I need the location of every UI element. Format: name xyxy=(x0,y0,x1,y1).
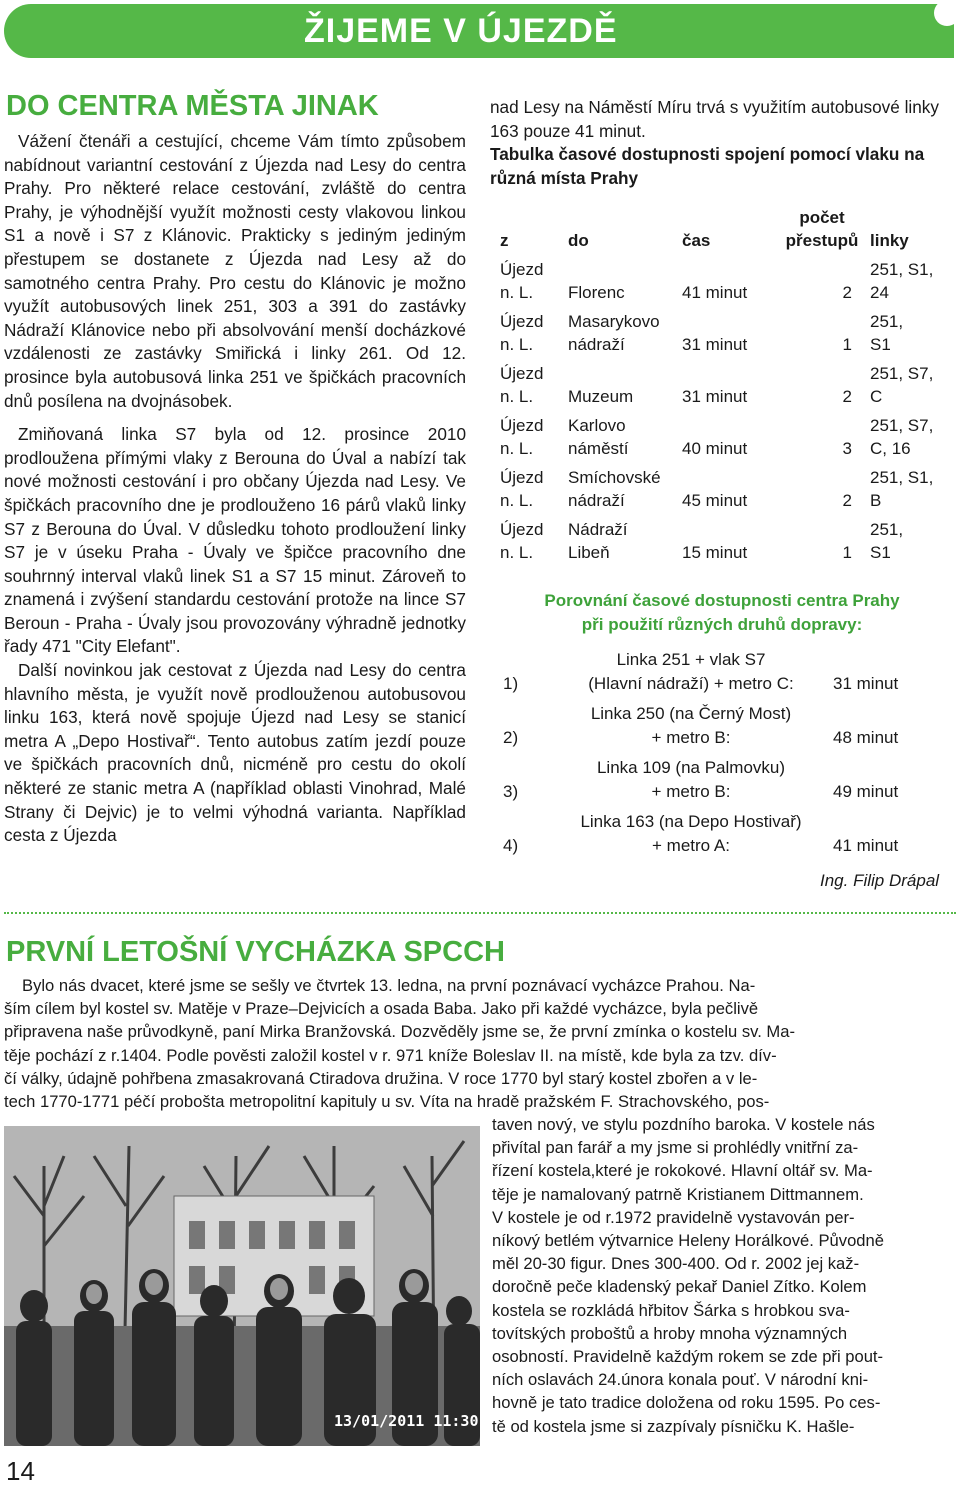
col-header-linky: linky xyxy=(870,231,909,250)
cell-lines-line: 251, S1, xyxy=(870,260,934,279)
photo-timestamp: 13/01/2011 11:30 xyxy=(334,1412,479,1430)
cell-to-line: Florenc xyxy=(568,283,625,302)
text-line: těje je namalovaný patrně Kristianem Dittmannem. xyxy=(492,1184,864,1204)
cell-time xyxy=(682,460,774,512)
cell-time xyxy=(682,512,774,564)
text-line: ším cílem byl kostel sv. Matěje v Praze–Dejvicích a osada Baba. Jako při každé vycházce, byla pečlivě xyxy=(4,999,759,1019)
cell-time-line: 31 minut xyxy=(682,387,748,406)
cell-to xyxy=(568,304,682,356)
cell-time xyxy=(682,252,774,304)
timetable xyxy=(500,206,940,564)
comparison-description-line2: + metro A: xyxy=(652,836,730,855)
cell-lines-line: 24 xyxy=(870,283,889,302)
section-title: ŽIJEME V ÚJEZDĚ xyxy=(304,12,618,50)
comparison-description-line2: (Hlavní nádraží) + metro C: xyxy=(588,674,794,693)
text-line: Bylo nás dvacet, které jsme se sešly ve čtvrtek 13. ledna, na první poznávací vycházce Prahou. Na- xyxy=(22,976,756,995)
comparison-description-line2: + metro B: xyxy=(651,728,731,747)
group-photo xyxy=(4,1126,480,1446)
text-line: osobností. Pravidelně každým rokem se zde při pout- xyxy=(492,1347,884,1367)
comparison-time: 31 minut xyxy=(833,674,899,693)
col-header-pocet-line1: počet xyxy=(799,208,845,227)
cell-time xyxy=(682,304,774,356)
article-title: DO CENTRA MĚSTA JINAK xyxy=(6,90,379,122)
cell-from xyxy=(500,512,568,564)
comparison-description xyxy=(543,756,839,804)
cell-transfers xyxy=(774,512,870,564)
text-line: kostela se rozkládá hřbitov Šárka s hrobkou sva- xyxy=(492,1300,850,1320)
cell-transfers xyxy=(774,356,870,408)
cell-time xyxy=(682,356,774,408)
cell-lines-line: C, 16 xyxy=(870,439,911,458)
cell-from xyxy=(500,408,568,460)
cell-lines xyxy=(870,460,940,512)
cell-from-line: n. L. xyxy=(500,335,534,354)
table-row xyxy=(500,512,940,564)
comparison-title-line2: při použití různých druhů dopravy: xyxy=(581,615,863,634)
article-right-column xyxy=(490,96,954,190)
comparison-description-line1: Linka 250 (na Černý Most) xyxy=(590,704,792,723)
cell-transfers-line: 3 xyxy=(842,439,852,458)
cell-to xyxy=(568,356,682,408)
cell-time-line: 31 minut xyxy=(682,335,748,354)
comparison-number: 4) xyxy=(503,836,519,855)
cell-from-line: n. L. xyxy=(500,283,534,302)
cell-from-line: Újezd xyxy=(500,468,544,487)
cell-lines xyxy=(870,512,940,564)
cell-from-line: n. L. xyxy=(500,543,534,562)
comparison-description-line1: Linka 109 (na Palmovku) xyxy=(596,758,786,777)
comparison-time: 49 minut xyxy=(833,782,899,801)
text-line: ních oslavách 24.února konala pouť. V národní kni- xyxy=(492,1370,869,1390)
cell-to xyxy=(568,460,682,512)
cell-lines-line: 251, S7, xyxy=(870,416,934,435)
table-header-row xyxy=(500,206,940,252)
text-line: níkový betlém výtvarnice Heleny Horálkové. Původně xyxy=(492,1231,884,1251)
table-row xyxy=(500,460,940,512)
paragraph: Vážení čtenáři a cestující, chceme Vám tímto způsobem nabídnout variantní cestování z Újezda nad Lesy do centra Prahy. Pro některé relace cestování, zvláště do centra Prahy, je výhodnější využít možnosti cesty vlakovou linkou S1 a nově i S7 z Klánovic. Prakticky s jediným jediným přestupem se dostanete z Újezda nad Lesy až do samotného centra Prahy. Pro cestu do Klánovic je možno využít autobusových linek 251, 303 a 391 do zastávky Nádraží Klánovice nebo při absolvování menší docházkové vzdálenosti ze zastávky Smiřická i linky 261. Od 12. prosince byla autobusová linka 251 ve špičkách pracovních dnů posílena na dvojnásobek. xyxy=(4,131,466,411)
cell-to-line: Masarykovo xyxy=(568,312,660,331)
comparison-description xyxy=(543,810,839,858)
cell-to xyxy=(568,408,682,460)
table-row xyxy=(500,408,940,460)
text-line: tě od kostela jsme si zazpívaly písničku K. Hašle- xyxy=(492,1416,855,1436)
comparison-description-line1: Linka 251 + vlak S7 xyxy=(616,650,766,669)
cell-transfers-line: 1 xyxy=(842,335,852,354)
cell-lines xyxy=(870,356,940,408)
cell-transfers xyxy=(774,304,870,356)
cell-transfers-line: 1 xyxy=(842,543,852,562)
comparison-time: 48 minut xyxy=(833,728,899,747)
cell-to xyxy=(568,252,682,304)
text-line: tech 1770-1771 péčí probošta metropolitní kapituly u sv. Víta na hradě pražském F. Strachovského, pos- xyxy=(4,1092,770,1112)
cell-to-line: náměstí xyxy=(568,439,629,458)
comparison-title xyxy=(490,589,954,637)
cell-lines xyxy=(870,408,940,460)
article-left-column xyxy=(4,130,466,848)
cell-from xyxy=(500,460,568,512)
paragraph: Další novinkou jak cestovat z Újezda nad Lesy do centra hlavního města, je využít nově prodlouženou autobusovou linku 163, která nově spojuje Újezd nad Lesy se stanicí metra A „Depo Hostivař“. Tento autobus zatím jezdí pouze ve špičkách pracovních dnů, nicméně pro cestu do okolí některé ze stanic metra A (například oblasti Vinohrad, Malé Strany či Dejvic) je to velmi výhodná varianta. Například cesta z Újezda xyxy=(4,660,466,846)
photo-illustration xyxy=(4,1126,480,1446)
text-line: doročně peče kladenský pekař Daniel Zítko. Kolem xyxy=(492,1277,867,1297)
cell-from xyxy=(500,252,568,304)
article2-full-width-text xyxy=(4,974,954,1113)
comparison-time: 41 minut xyxy=(833,836,899,855)
cell-from-line: Újezd xyxy=(500,312,544,331)
table-title: Tabulka časové dostupnosti spojení pomocí vlaku na různá místa Prahy xyxy=(490,144,925,188)
text-line: čí války, údajně pohřbena zmasakrovaná Ctiradova družina. V roce 1770 byl starý kostel zbořen a v le- xyxy=(4,1068,758,1088)
cell-to-line: Karlovo xyxy=(568,416,626,435)
paragraph: Zmiňovaná linka S7 byla od 12. prosince 2010 prodloužena přímými vlaky z Berouna do Úval a nabízí tak nové možnosti cestování i pro občany Újezda nad Lesy. Ve špičkách pracovního dne je prodlouženo 16 párů vlaků linky S7 z Berouna do Úval. V důsledku tohoto prodloužení linky S7 je v úseku Praha - Úvaly ve špičce pracovního dne souhrnný interval vlaků linek S1 a S7 15 minut. Zároveň to znamená i zvýšení standardu cestování protože na lince S7 Beroun - Praha - Úvaly jsou provozovány výhradně jednotky řady 471 "City Elefant". xyxy=(4,424,466,657)
cell-lines xyxy=(870,252,940,304)
col-header-do: do xyxy=(568,231,589,250)
col-header-cas: čas xyxy=(682,231,711,250)
text-line: taven nový, ve stylu pozdního baroka. V kostele nás xyxy=(492,1115,875,1134)
cell-lines-line: 251, xyxy=(870,312,904,331)
comparison-item xyxy=(503,642,943,696)
comparison-number: 2) xyxy=(503,728,519,747)
cell-to-line xyxy=(568,258,682,281)
table-row xyxy=(500,304,940,356)
cell-time xyxy=(682,408,774,460)
comparison-number: 1) xyxy=(503,674,519,693)
cell-transfers xyxy=(774,408,870,460)
text-line: připravena naše průvodkyně, paní Mirka Branžovská. Dozvěděly jsme se, že první zmínka o kostelu sv. Ma- xyxy=(4,1022,796,1042)
cell-to-line: Nádraží xyxy=(568,520,628,539)
text-line: přivítal pan farář a my jsme si prohlédly vnitřní za- xyxy=(492,1138,859,1158)
cell-from-line: n. L. xyxy=(500,439,534,458)
comparison-description-line2: + metro B: xyxy=(651,782,731,801)
cell-from xyxy=(500,356,568,408)
cell-time-line: 45 minut xyxy=(682,491,748,510)
cell-time-line: 15 minut xyxy=(682,543,748,562)
cell-transfers-line: 2 xyxy=(842,283,852,302)
text-line: tovítských proboštů a hroby mnoha významných xyxy=(492,1323,848,1343)
cell-to-line: Muzeum xyxy=(568,387,634,406)
page-number: 14 xyxy=(6,1456,35,1486)
comparison-description xyxy=(543,648,839,696)
cell-to-line: Libeň xyxy=(568,543,610,562)
cell-lines xyxy=(870,304,940,356)
comparison-number: 3) xyxy=(503,782,519,801)
cell-time-line: 40 minut xyxy=(682,439,748,458)
cell-to-line: nádraží xyxy=(568,335,625,354)
cell-from-line: n. L. xyxy=(500,387,534,406)
cell-lines-line: 251, S7, xyxy=(870,364,934,383)
cell-from-line: Újezd xyxy=(500,260,544,279)
paragraph-continuation: nad Lesy na Náměstí Míru trvá s využitím autobusové linky 163 pouze 41 minut. xyxy=(490,97,939,141)
cell-from-line: n. L. xyxy=(500,491,534,510)
article2-title: PRVNÍ LETOŠNÍ VYCHÁZKA SPCCH xyxy=(6,936,505,968)
col-header-z: z xyxy=(500,231,509,250)
text-line: V kostele je od r.1972 pravidelně vystavován per- xyxy=(492,1207,855,1227)
article2-right-text xyxy=(492,1113,956,1438)
cell-from-line: Újezd xyxy=(500,416,544,435)
text-line: těje pochází z r.1404. Podle pověsti založil kostel v r. 971 kníže Boleslav II. na místě, kde byla za tzv. dív- xyxy=(4,1045,777,1065)
cell-lines-line: 251, xyxy=(870,520,904,539)
text-line: měl 20-30 figur. Dnes 300-400. Od r. 2002 jej kaž- xyxy=(492,1254,860,1274)
cell-from-line: Újezd xyxy=(500,520,544,539)
col-header-pocet-line2: přestupů xyxy=(785,231,859,250)
cell-from-line: Újezd xyxy=(500,364,544,383)
cell-to-line: nádraží xyxy=(568,491,625,510)
text-line: hovně je tato tradice doložena od roku 1595. Po ces- xyxy=(492,1393,881,1413)
banner-decoration xyxy=(934,0,960,26)
comparison-item xyxy=(503,696,943,750)
comparison-item xyxy=(503,750,943,804)
text-line: řízení kostela,které je rokokové. Hlavní oltář sv. Ma- xyxy=(492,1161,873,1181)
cell-transfers xyxy=(774,460,870,512)
author-signature: Ing. Filip Drápal xyxy=(820,871,940,890)
comparison-description-line1: Linka 163 (na Depo Hostivař) xyxy=(580,812,802,831)
comparison-description xyxy=(543,702,839,750)
cell-from xyxy=(500,304,568,356)
table-row xyxy=(500,356,940,408)
cell-to xyxy=(568,512,682,564)
cell-lines-line: 251, S1, xyxy=(870,468,934,487)
table-row xyxy=(500,252,940,304)
comparison-item xyxy=(503,804,943,858)
cell-lines-line: S1 xyxy=(870,335,891,354)
comparison-title-line1: Porovnání časové dostupnosti centra Prahy xyxy=(544,591,900,610)
cell-transfers-line: 2 xyxy=(842,491,852,510)
cell-time-line: 41 minut xyxy=(682,283,748,302)
cell-transfers xyxy=(774,252,870,304)
cell-to-line: Smíchovské xyxy=(568,468,661,487)
cell-lines-line: S1 xyxy=(870,543,891,562)
cell-lines-line: B xyxy=(870,491,882,510)
section-divider xyxy=(4,912,956,914)
cell-to-line xyxy=(568,362,682,385)
col-header-pocet xyxy=(774,206,870,252)
cell-transfers-line: 2 xyxy=(842,387,852,406)
comparison-list xyxy=(503,642,943,858)
cell-lines-line: C xyxy=(870,387,883,406)
section-banner xyxy=(4,4,954,58)
